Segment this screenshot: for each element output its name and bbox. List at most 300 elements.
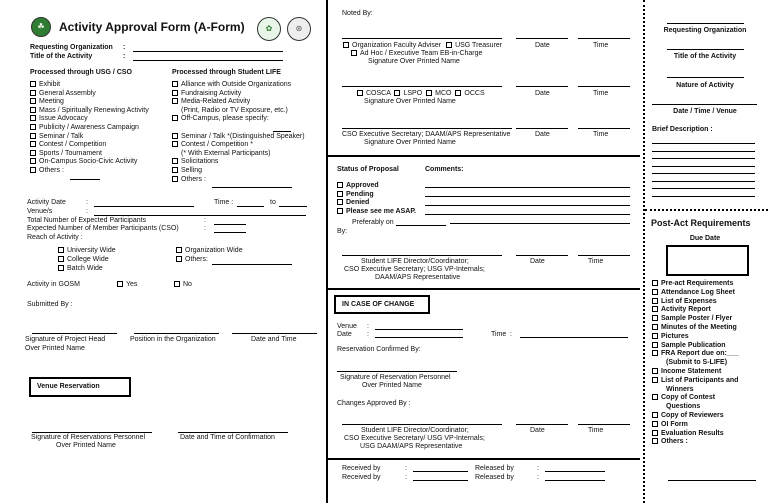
life-item-checkbox[interactable] <box>172 176 178 182</box>
sig-over-printed-1: Signature Over Printed Name <box>368 58 460 65</box>
brief-line[interactable] <box>652 158 755 159</box>
colon: : <box>367 331 369 338</box>
usg-daam: USG DAAM/APS Representative <box>360 443 463 450</box>
office-line <box>357 90 485 98</box>
in-case-of-change-box: IN CASE OF CHANGE <box>334 295 430 314</box>
cosca-checkbox[interactable] <box>357 90 363 96</box>
life-item[interactable] <box>172 141 253 149</box>
title-activity-input[interactable] <box>133 60 283 61</box>
requirement-item <box>666 359 727 367</box>
usg-item-label: Contest / Competition <box>39 141 107 149</box>
requirement-item[interactable] <box>652 430 724 438</box>
released-input-1[interactable] <box>545 471 605 472</box>
post-act-title: Post-Act Requirements <box>651 218 751 228</box>
life-director-date-line[interactable] <box>516 255 568 256</box>
date-time: Date and Time <box>251 336 297 343</box>
life-item-label: Solicitations <box>181 158 219 166</box>
reservation-confirmed: Reservation Confirmed By: <box>337 346 421 353</box>
reach-item-right[interactable] <box>176 247 243 255</box>
venue-label-change: Venue <box>337 323 357 330</box>
due-date-label: Due Date <box>689 235 721 242</box>
expected-members-input[interactable] <box>214 232 246 233</box>
life-header: Processed through Student LIFE <box>172 69 281 76</box>
requirement-item-checkbox[interactable] <box>652 315 658 321</box>
brief-line[interactable] <box>652 166 755 167</box>
reach-item-right-checkbox[interactable] <box>176 247 182 253</box>
life-item-label: (* With External Participants) <box>181 149 271 157</box>
brief-line[interactable] <box>652 181 755 182</box>
reach-item-right-label: Others: <box>185 256 208 263</box>
submitted-by-label: Submitted By : <box>27 301 73 308</box>
occs-label: OCCS <box>464 90 485 97</box>
requirement-item-label: Pictures <box>661 332 689 340</box>
activity-date-input[interactable] <box>94 206 194 207</box>
usg-item-checkbox[interactable] <box>30 98 36 104</box>
requirement-item[interactable] <box>652 350 739 358</box>
cso-exec-time-line[interactable] <box>578 128 630 129</box>
colon: : <box>510 331 512 338</box>
university-logo-icon: ☘ <box>31 17 51 37</box>
requirement-item[interactable] <box>652 280 733 288</box>
usg-item-checkbox[interactable] <box>30 115 36 121</box>
yes-label: Yes <box>126 281 138 288</box>
others-line[interactable] <box>668 480 756 481</box>
life-item[interactable] <box>172 167 202 175</box>
requirement-item-checkbox[interactable] <box>652 421 658 427</box>
due-date-box[interactable] <box>666 245 749 276</box>
life-item-checkbox[interactable] <box>172 90 178 96</box>
adviser-line <box>343 42 502 50</box>
usg-item-checkbox[interactable] <box>30 107 36 113</box>
requirement-item-checkbox[interactable] <box>652 280 658 286</box>
requirement-item-checkbox[interactable] <box>652 306 658 312</box>
right-datetime-line[interactable] <box>652 104 757 105</box>
released-by-2: Released by <box>475 474 514 481</box>
usg-treasurer-label: USG Treasurer <box>455 42 503 49</box>
brief-line[interactable] <box>652 188 755 189</box>
reach-item-checkbox[interactable] <box>58 256 64 262</box>
no-label: No <box>183 281 192 288</box>
cosca-sigline[interactable] <box>342 86 502 87</box>
change-date-input[interactable] <box>375 337 463 338</box>
requirement-item[interactable] <box>652 412 724 420</box>
change-time-input[interactable] <box>520 337 628 338</box>
requirement-item-checkbox[interactable] <box>652 298 658 304</box>
status-label: Status of Proposal <box>337 166 399 173</box>
usg-item-checkbox[interactable] <box>30 150 36 156</box>
gosm-yes-option[interactable] <box>117 281 137 289</box>
time-label-2: Time <box>593 90 609 97</box>
usg-item[interactable] <box>30 90 96 98</box>
reach-item-label: University Wide <box>67 247 116 254</box>
total-participants-label: Total Number of Expected Participants <box>27 217 147 224</box>
reach-item[interactable] <box>58 256 109 264</box>
requirement-item[interactable] <box>652 306 711 314</box>
usg-item[interactable] <box>30 98 64 106</box>
slife-seal-icon: ⊛ <box>287 17 311 41</box>
time-label-change: Time <box>491 331 507 338</box>
requirement-item-checkbox[interactable] <box>652 350 658 356</box>
requirement-item-checkbox[interactable] <box>652 394 658 400</box>
requirement-item-checkbox[interactable] <box>652 412 658 418</box>
position-sigline[interactable] <box>134 333 219 334</box>
date-label-1: Date <box>535 42 550 49</box>
date-label-4: Date <box>530 258 545 265</box>
over-printed-name-2: Over Printed Name <box>56 442 116 449</box>
usg-item-label: Publicity / Awareness Campaign <box>39 124 139 131</box>
adhoc-line <box>351 50 482 58</box>
life-item-label: Seminar / Talk *(Distinguished Speaker) <box>181 132 305 140</box>
requirement-item-checkbox[interactable] <box>652 368 658 374</box>
status-item-label: Denied <box>346 199 370 207</box>
sig-over-printed-3: Signature Over Printed Name <box>364 139 456 146</box>
life-item-label: Contest / Competition * <box>181 141 253 149</box>
life-item-checkbox[interactable] <box>172 141 178 147</box>
usg-item[interactable] <box>30 115 88 123</box>
life-item[interactable] <box>172 98 250 106</box>
date-label-3: Date <box>535 131 550 138</box>
comment-line-5[interactable] <box>450 223 630 224</box>
by-label: By: <box>337 228 348 235</box>
lspo-checkbox[interactable] <box>394 90 400 96</box>
reservation-personnel-sigline[interactable] <box>337 371 457 372</box>
requirement-item-label: Activity Report <box>661 306 711 314</box>
colon: : <box>204 225 206 232</box>
comment-line-2[interactable] <box>425 196 630 197</box>
comment-line-1[interactable] <box>425 187 630 188</box>
usg-item[interactable] <box>30 150 102 158</box>
sig-over-printed-2: Signature Over Printed Name <box>364 98 456 105</box>
usg-item[interactable] <box>30 158 137 166</box>
cso-exec-sigline[interactable] <box>342 128 512 129</box>
adviser-date-line[interactable] <box>516 38 568 39</box>
usg-item-checkbox[interactable] <box>30 167 36 173</box>
reach-label: Reach of Activity : <box>27 234 83 241</box>
requirement-item[interactable] <box>652 324 737 332</box>
status-item[interactable] <box>337 208 416 216</box>
reach-item-right-label: Organization Wide <box>185 247 243 254</box>
requirement-item-label: Others : <box>661 438 688 446</box>
received-by-1: Received by <box>342 465 381 472</box>
cso-exec-vp: CSO Executive Secretary; USG VP-Internals; <box>344 266 485 273</box>
noted-by-label: Noted By: <box>342 10 373 17</box>
requirement-item[interactable] <box>652 368 721 376</box>
adhoc-checkbox[interactable] <box>351 50 357 56</box>
changes-time-line[interactable] <box>578 424 630 425</box>
life-item-label: Selling <box>181 167 203 174</box>
no-checkbox[interactable] <box>174 281 180 287</box>
venue-reservation-box: Venue Reservation <box>29 377 131 397</box>
usg-item-checkbox[interactable] <box>30 141 36 147</box>
usg-item-label: Seminar / Talk <box>39 132 84 140</box>
usg-item-checkbox[interactable] <box>30 90 36 96</box>
released-input-2[interactable] <box>545 480 605 481</box>
daam-rep: DAAM/APS Representative <box>375 274 461 281</box>
life-item-checkbox[interactable] <box>172 158 178 164</box>
right-title-line[interactable] <box>667 49 744 50</box>
requirement-item-checkbox[interactable] <box>652 333 658 339</box>
received-input-1[interactable] <box>413 471 468 472</box>
status-item[interactable] <box>337 199 369 207</box>
tearoff-divider <box>643 0 645 503</box>
requirement-item <box>666 386 694 394</box>
time-end-input[interactable] <box>279 206 307 207</box>
colon: : <box>86 208 88 215</box>
project-head-sigline[interactable] <box>32 333 117 334</box>
reservations-sigline[interactable] <box>32 432 152 433</box>
reach-item-right-checkbox[interactable] <box>176 256 182 262</box>
requirement-item[interactable] <box>652 333 689 341</box>
requirement-item-label: (Submit to S-LIFE) <box>666 359 728 367</box>
life-item-checkbox[interactable] <box>172 98 178 104</box>
colon: : <box>86 199 88 206</box>
usg-item-label: Others : <box>39 167 64 174</box>
adviser-checkbox[interactable] <box>343 42 349 48</box>
usg-item-label: Meeting <box>39 98 64 106</box>
right-date-time-venue: Date / Time / Venue <box>673 108 737 115</box>
datetime-sigline[interactable] <box>232 333 317 334</box>
requirement-item-label: Copy of Contest <box>661 394 716 402</box>
requirement-item-label: Copy of Reviewers <box>661 412 724 419</box>
brief-line[interactable] <box>652 196 755 197</box>
date-label-change: Date <box>337 331 352 338</box>
requesting-org-input[interactable] <box>133 51 283 52</box>
requirement-item-label: Attendance Log Sheet <box>661 288 735 296</box>
status-item-checkbox[interactable] <box>337 199 343 205</box>
right-requesting-line[interactable] <box>667 23 744 24</box>
life-director-time-line[interactable] <box>578 255 630 256</box>
brief-line[interactable] <box>652 143 755 144</box>
requirement-item-label: List of Participants and <box>661 376 739 384</box>
usg-item-label: General Assembly <box>39 89 96 97</box>
occs-checkbox[interactable] <box>455 90 461 96</box>
usg-item-label: Sports / Tournament <box>39 149 102 157</box>
released-by-1: Released by <box>475 465 514 472</box>
adviser-label: Organization Faculty Adviser <box>352 42 442 49</box>
right-nature-activity: Nature of Activity <box>676 82 734 89</box>
time-label-1: Time <box>593 42 609 49</box>
right-requesting-org: Requesting Organization <box>663 27 747 34</box>
usg-item-label: Exhibit <box>39 81 61 88</box>
brief-line[interactable] <box>652 151 755 152</box>
changes-approved: Changes Approved By : <box>337 400 411 407</box>
status-item-label: Please see me ASAP. <box>346 208 417 216</box>
received-by-2: Received by <box>342 474 381 481</box>
life-item-label: (Print, Radio or TV Exposure, etc.) <box>181 106 288 114</box>
usg-item[interactable] <box>30 167 64 175</box>
usg-item-checkbox[interactable] <box>30 133 36 139</box>
requirement-item-label: FRA Report due on:___ <box>661 350 739 358</box>
mco-label: MCO <box>435 90 452 97</box>
to-label: to <box>270 199 276 206</box>
requirement-item-label: Income Statement <box>661 368 722 375</box>
cso-exec-label: CSO Executive Secretary; DAAM/APS Representative <box>342 131 511 138</box>
usg-others-input[interactable] <box>70 179 100 180</box>
colon: : <box>123 53 126 60</box>
time-label: Time : <box>214 199 234 206</box>
life-item-checkbox[interactable] <box>172 81 178 87</box>
life-item[interactable] <box>172 115 269 123</box>
cso-exec-vp-2: CSO Executive Secretary/ USG VP-Internals; <box>344 435 485 442</box>
usg-item[interactable] <box>30 107 149 115</box>
requirement-item-checkbox[interactable] <box>652 377 658 383</box>
requirement-item[interactable] <box>652 289 735 297</box>
life-director-sigline[interactable] <box>342 255 502 256</box>
change-divider <box>328 288 640 290</box>
confirmation-sigline[interactable] <box>178 432 288 433</box>
life-item-label: Others : <box>181 175 206 183</box>
brief-line[interactable] <box>652 173 755 174</box>
requirement-item-label: Winners <box>666 385 694 393</box>
reach-item-label: College Wide <box>67 256 109 263</box>
received-divider <box>328 458 640 460</box>
adviser-time-line[interactable] <box>578 38 630 39</box>
life-item[interactable] <box>172 90 241 98</box>
life-item-label: Off-Campus, please specify: <box>181 115 269 123</box>
requirement-item[interactable] <box>652 298 717 306</box>
usg-treasurer-checkbox[interactable] <box>446 42 452 48</box>
life-others-input[interactable] <box>212 187 292 188</box>
life-item <box>181 107 288 115</box>
requirement-item <box>666 403 700 411</box>
colon: : <box>405 474 407 481</box>
changes-director-sigline[interactable] <box>342 424 502 425</box>
venue-label: Venue/s <box>27 208 53 215</box>
gosm-label: Activity in GOSM <box>27 281 80 288</box>
status-item[interactable] <box>337 182 379 190</box>
status-item-checkbox[interactable] <box>337 191 343 197</box>
reach-item-right[interactable] <box>176 256 208 264</box>
usg-item-checkbox[interactable] <box>30 81 36 87</box>
life-item[interactable] <box>172 158 218 166</box>
usg-seal-icon: ✿ <box>257 17 281 41</box>
colon: : <box>405 465 407 472</box>
total-participants-input[interactable] <box>214 224 246 225</box>
reach-item[interactable] <box>58 265 103 273</box>
colon: : <box>123 44 126 51</box>
reach-item-label: Batch Wide <box>67 265 103 272</box>
title-activity-label: Title of the Activity <box>30 53 93 60</box>
life-item-label: Media-Related Activity <box>181 98 251 106</box>
requirement-item-label: OI Form <box>661 420 688 428</box>
venue-input[interactable] <box>94 215 306 216</box>
preferably-on: Preferably on <box>352 219 394 226</box>
requirement-item[interactable] <box>652 315 732 323</box>
requirement-item-checkbox[interactable] <box>652 438 658 444</box>
comment-line-3[interactable] <box>425 205 630 206</box>
usg-item[interactable] <box>30 141 106 149</box>
yes-checkbox[interactable] <box>117 281 123 287</box>
mco-checkbox[interactable] <box>426 90 432 96</box>
life-item-checkbox[interactable] <box>172 115 178 121</box>
requirement-item-checkbox[interactable] <box>652 342 658 348</box>
requirement-item-label: Questions <box>666 403 701 411</box>
life-item-checkbox[interactable] <box>172 133 178 139</box>
requirement-item[interactable] <box>652 377 738 385</box>
position-org: Position in the Organization <box>130 336 216 343</box>
usg-item-checkbox[interactable] <box>30 124 36 130</box>
status-item[interactable] <box>337 191 374 199</box>
sig-reservations: Signature of Reservations Personnel <box>31 434 146 441</box>
cso-exec-date-line[interactable] <box>516 128 568 129</box>
requirement-item-checkbox[interactable] <box>652 430 658 436</box>
life-item-label: Alliance with Outside Organizations <box>181 81 292 88</box>
expected-members-label: Expected Number of Member Participants (CSO) <box>27 225 179 232</box>
usg-item-label: On-Campus Socio-Civic Activity <box>39 158 138 166</box>
requesting-org-label: Requesting Organization <box>30 44 113 51</box>
comment-line-4[interactable] <box>425 214 630 215</box>
usg-item[interactable] <box>30 133 83 141</box>
requirement-item-label: Sample Publication <box>661 341 726 349</box>
status-item-label: Pending <box>346 190 374 198</box>
requirement-item[interactable] <box>652 394 715 402</box>
requirement-item-label: Sample Poster / Flyer <box>661 315 733 323</box>
time-label-4: Time <box>588 258 604 265</box>
adviser-sigline[interactable] <box>342 38 502 39</box>
cosca-date-line[interactable] <box>516 86 568 87</box>
colon: : <box>204 217 206 224</box>
gosm-no-option[interactable] <box>174 281 192 289</box>
time-label-5: Time <box>588 427 604 434</box>
right-title-activity: Title of the Activity <box>673 53 737 60</box>
life-director: Student LIFE Director/Coordinator; <box>361 258 469 265</box>
requirement-item-checkbox[interactable] <box>652 289 658 295</box>
time-start-input[interactable] <box>237 206 264 207</box>
requirement-item-label: List of Expenses <box>661 297 717 305</box>
preferably-input[interactable] <box>396 225 446 226</box>
over-printed-name: Over Printed Name <box>25 345 85 352</box>
life-item-checkbox[interactable] <box>172 167 178 173</box>
right-nature-line[interactable] <box>667 77 744 78</box>
requirement-item[interactable] <box>652 342 726 350</box>
reach-others-input[interactable] <box>212 264 292 265</box>
changes-date-line[interactable] <box>516 424 568 425</box>
usg-item-label: Mass / Spiritually Renewing Activity <box>39 106 149 114</box>
cosca-time-line[interactable] <box>578 86 630 87</box>
received-input-2[interactable] <box>413 480 468 481</box>
off-campus-input[interactable] <box>273 131 291 132</box>
requirement-item-label: Evaluation Results <box>661 429 724 437</box>
reach-item-checkbox[interactable] <box>58 247 64 253</box>
status-item-checkbox[interactable] <box>337 208 343 214</box>
requirement-item[interactable] <box>652 421 688 429</box>
date-label-5: Date <box>530 427 545 434</box>
life-item[interactable] <box>172 133 305 141</box>
requirement-item-checkbox[interactable] <box>652 324 658 330</box>
reach-item[interactable] <box>58 247 116 255</box>
requirement-item-label: Pre-act Requirements <box>661 280 734 287</box>
life-item[interactable] <box>172 176 206 184</box>
usg-item[interactable] <box>30 124 139 132</box>
adhoc-label: Ad Hoc / Executive Team EB-in-Charge <box>360 50 483 57</box>
post-act-divider <box>645 209 768 211</box>
date-label-2: Date <box>535 90 550 97</box>
reach-item-checkbox[interactable] <box>58 265 64 271</box>
status-item-checkbox[interactable] <box>337 182 343 188</box>
comments-label: Comments: <box>425 166 464 173</box>
requirement-item[interactable] <box>652 438 688 446</box>
requirement-item-label: Minutes of the Meeting <box>661 324 737 331</box>
usg-item[interactable] <box>30 81 60 89</box>
colon: : <box>537 474 539 481</box>
lspo-label: LSPO <box>403 90 423 97</box>
right-brief-description: Brief Description : <box>652 126 713 133</box>
change-venue-input[interactable] <box>375 329 463 330</box>
life-director-2: Student LIFE Director/Coordinator; <box>361 427 469 434</box>
usg-item-checkbox[interactable] <box>30 158 36 164</box>
life-item[interactable] <box>172 81 291 89</box>
life-item <box>181 150 270 158</box>
